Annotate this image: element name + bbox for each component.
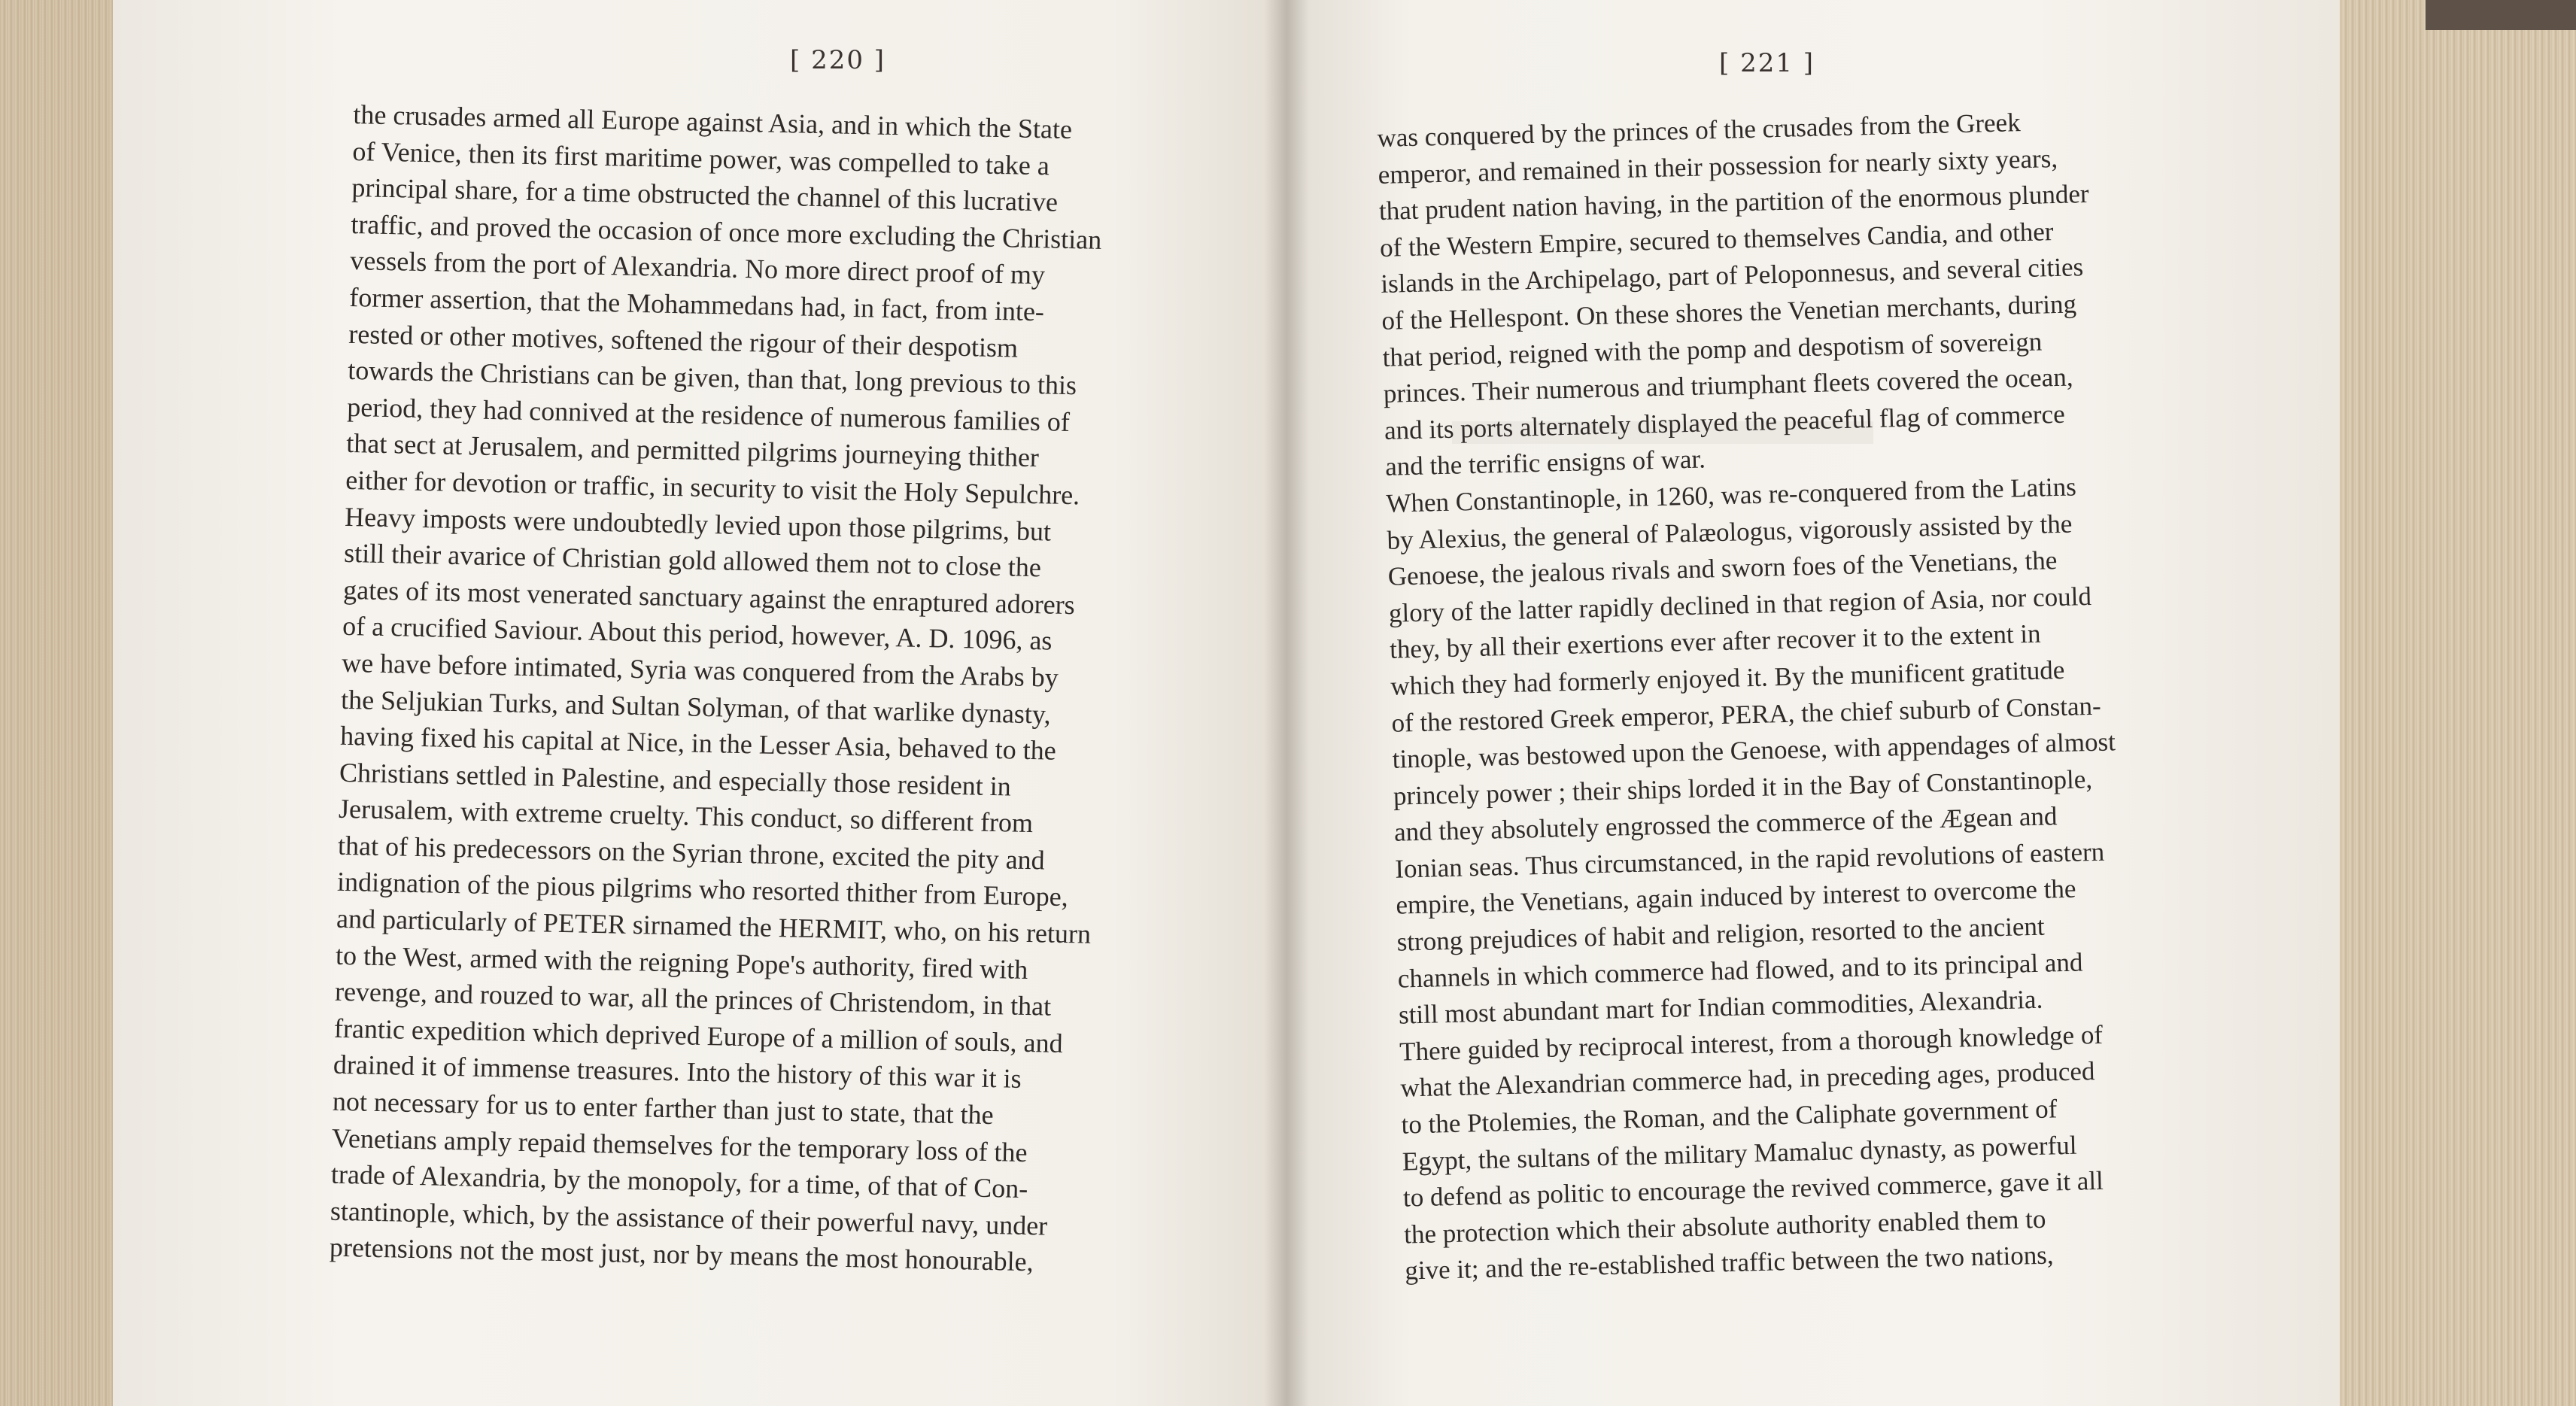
text-line: the protection which their absolute authority enabled them to [1403, 1204, 2046, 1250]
text-line: Heavy imposts were undoubtedly levied upon those pilgrims, but [344, 501, 1052, 547]
text-line: period, they had connived at the residence of numerous families of [346, 391, 1071, 437]
text-line: indignation of the pious pilgrims who resorted thither from Europe, [336, 867, 1069, 913]
text-line: princes. Their numerous and triumphant fleets covered the ocean, [1383, 362, 2073, 409]
text-line: islands in the Archipelago, part of Peloponnesus, and several cities [1380, 252, 2084, 299]
text-line: to defend as politic to encourage the revived commerce, gave it all [1402, 1166, 2104, 1213]
text-line: either for devotion or traffic, in security to visit the Holy Sepulchre. [345, 464, 1080, 511]
text-line: trade of Alexandria, by the monopoly, for a time, of that of Con- [330, 1159, 1028, 1204]
text-line: revenge, and rouzed to war, all the princes of Christendom, in that [334, 976, 1052, 1022]
text-line: that sect at Jerusalem, and permitted pilgrims journeying thither [345, 428, 1040, 473]
text-line: vessels from the port of Alexandria. No more direct proof of my [350, 245, 1046, 290]
text-line: the crusades armed all Europe against Asia, and in which the State [353, 99, 1073, 145]
text-line: princely power ; their ships lorded it in the Bay of Constantinople, [1393, 764, 2093, 811]
right-page [1286, 0, 2340, 1406]
text-line: which they had formerly enjoyed it. By the munificent gratitude [1390, 654, 2065, 701]
text-line: having fixed his capital at Nice, in the Lesser Asia, behaved to the [339, 720, 1057, 766]
text-line: former assertion, that the Mohammedans had, in fact, from inte- [348, 281, 1045, 327]
text-line: that prudent nation having, in the partition of the enormous plunder [1378, 179, 2089, 226]
text-line: the Seljukian Turks, and Sultan Solyman, of that warlike dynasty, [340, 684, 1052, 730]
text-line: pretensions not the most just, nor by means the most honourable, [329, 1232, 1034, 1277]
text-line: and they absolutely engrossed the commerce of the Ægean and [1393, 801, 2058, 847]
text-line: of a crucified Saviour. About this period, however, A. D. 1096, as [342, 611, 1053, 656]
text-line: still their avarice of Christian gold allowed them not to close the [343, 537, 1042, 583]
text-line: to the Ptolemies, the Roman, and the Caliphate government of [1401, 1094, 2058, 1140]
right-page-number: [ 221 ] [1719, 48, 1815, 78]
left-page [113, 0, 1286, 1406]
text-line: what the Alexandrian commerce had, in preceding ages, produced [1399, 1056, 2095, 1104]
text-line: Genoese, the jealous rivals and sworn foes of the Venetians, the [1387, 545, 2058, 591]
text-line: of Venice, then its first maritime power, was compelled to take a [352, 135, 1050, 181]
text-line: channels in which commerce had flowed, and to its principal and [1397, 947, 2083, 994]
text-line: empire, the Venetians, again induced by interest to overcome the [1396, 874, 2076, 921]
text-line: of the Western Empire, secured to themselves Candia, and other [1379, 216, 2054, 263]
text-line: still most abundant mart for Indian commodities, Alexandria. [1398, 984, 2043, 1030]
text-line: and particularly of PETER sirnamed the HERMIT, who, on his return [336, 903, 1092, 949]
text-line: gates of its most venerated sanctuary against the enraptured adorers [342, 574, 1076, 620]
text-line: they, by all their exertions ever after recover it to the extent in [1389, 618, 2041, 665]
text-line: Jerusalem, with extreme cruelty. This conduct, so different from [338, 794, 1034, 839]
text-line: principal share, for a time obstructed the channel of this lucrative [351, 172, 1059, 217]
text-line: Egypt, the sultans of the military Mamaluc dynasty, as powerful [1402, 1130, 2077, 1177]
page-edges-right [2328, 0, 2576, 1406]
text-line: give it; and the re-established traffic between the two nations, [1404, 1240, 2055, 1286]
text-line: Christians settled in Palestine, and especially those resident in [339, 757, 1012, 802]
text-line: and its ports alternately displayed the peaceful flag of commerce [1384, 399, 2066, 445]
text-line: drained it of immense treasures. Into the history of this war it is [333, 1049, 1022, 1095]
left-page-text [329, 96, 1107, 1282]
text-line: There guided by reciprocal interest, from a thorough knowledge of [1399, 1019, 2104, 1067]
text-line: that period, reigned with the pomp and despotism of sovereign [1382, 326, 2043, 372]
text-line: we have before intimated, Syria was conquered from the Arabs by [341, 647, 1059, 693]
text-line: tinople, was bestowed upon the Genoese, with appendages of almost [1392, 727, 2116, 774]
book-gutter [1264, 0, 1309, 1406]
left-page-number: [ 220 ] [790, 45, 886, 75]
text-line: glory of the latter rapidly declined in that region of Asia, nor could [1388, 581, 2092, 628]
right-page-text [1377, 103, 2128, 1290]
background-corner [2426, 0, 2576, 30]
text-line: towards the Christians can be given, than that, long previous to this [347, 355, 1077, 401]
text-line: not necessary for us to enter farther than just to state, that the [332, 1086, 994, 1131]
text-line: rested or other motives, softened the rigour of their despotism [348, 318, 1019, 363]
text-line: traffic, and proved the occasion of once more excluding the Christian [351, 208, 1102, 255]
text-line: strong prejudices of habit and religion, resorted to the ancient [1396, 911, 2046, 957]
text-line: When Constantinople, in 1260, was re-conquered from the Latins [1385, 472, 2077, 518]
text-line: stantinople, which, by the assistance of their powerful navy, under [330, 1195, 1048, 1241]
text-line: of the Hellespont. On these shores the Venetian merchants, during [1381, 289, 2077, 336]
text-line: by Alexius, the general of Palæologus, vigorously assisted by the [1387, 509, 2073, 555]
text-line: that of his predecessors on the Syrian throne, excited the pity and [337, 830, 1046, 876]
text-line: frantic expedition which deprived Europe of a million of souls, and [333, 1013, 1064, 1058]
text-line: to the West, armed with the reigning Pope's authority, fired with [335, 940, 1028, 985]
text-line: of the restored Greek emperor, PERA, the chief suburb of Constan- [1391, 691, 2102, 738]
text-line: was conquered by the princes of the crusades from the Greek [1377, 108, 2022, 153]
text-line: Ionian seas. Thus circumstanced, in the rapid revolutions of eastern [1394, 837, 2105, 884]
text-line: Venetians amply repaid themselves for the temporary loss of the [331, 1122, 1028, 1168]
text-line: and the terrific ensigns of war. [1384, 444, 1706, 482]
text-line: emperor, and remained in their possession for nearly sixty years, [1378, 143, 2058, 190]
